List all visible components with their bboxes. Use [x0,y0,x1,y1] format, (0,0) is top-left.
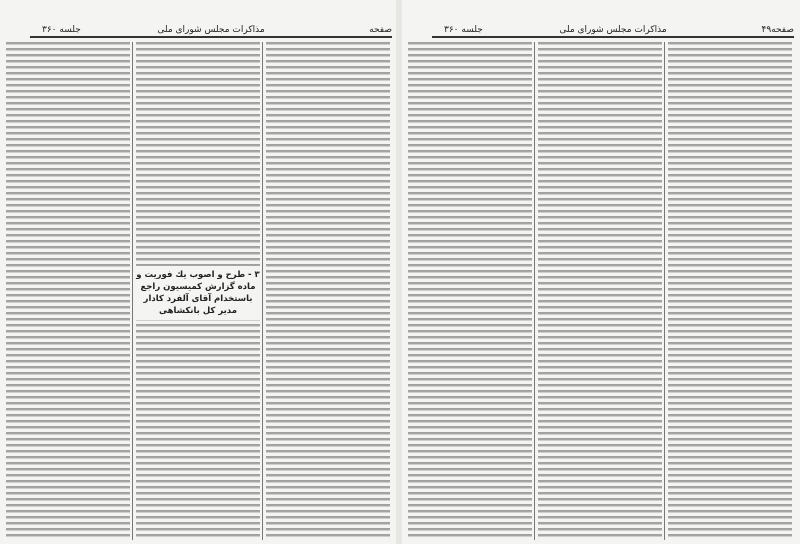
column-divider [534,42,535,540]
page-header [432,22,794,38]
page-header [30,22,392,38]
column-divider [664,42,665,540]
session-number: جلسه ۳۶۰ [444,25,483,35]
text-column [266,42,390,540]
text-column [6,42,130,540]
page-number: صفحه۴۹ [761,25,794,35]
text-column [408,42,532,540]
text-column [668,42,792,540]
column-divider [132,42,133,540]
running-title: مذاکرات مجلس شورای ملی [559,25,667,35]
page-number: صفحه [369,25,392,35]
running-title: مذاکرات مجلس شورای ملی [157,25,265,35]
section-heading: ۳ - طرح و اصوب يك فوريت و ماده گزارش كميسيون راجع باستخدام آقاى آلفرد كادار مدير كل بانكشاهى [136,266,260,320]
right-page [402,0,798,544]
column-divider [262,42,263,540]
text-column [538,42,662,540]
left-page [0,0,396,544]
session-number: جلسه ۳۶۰ [42,25,81,35]
